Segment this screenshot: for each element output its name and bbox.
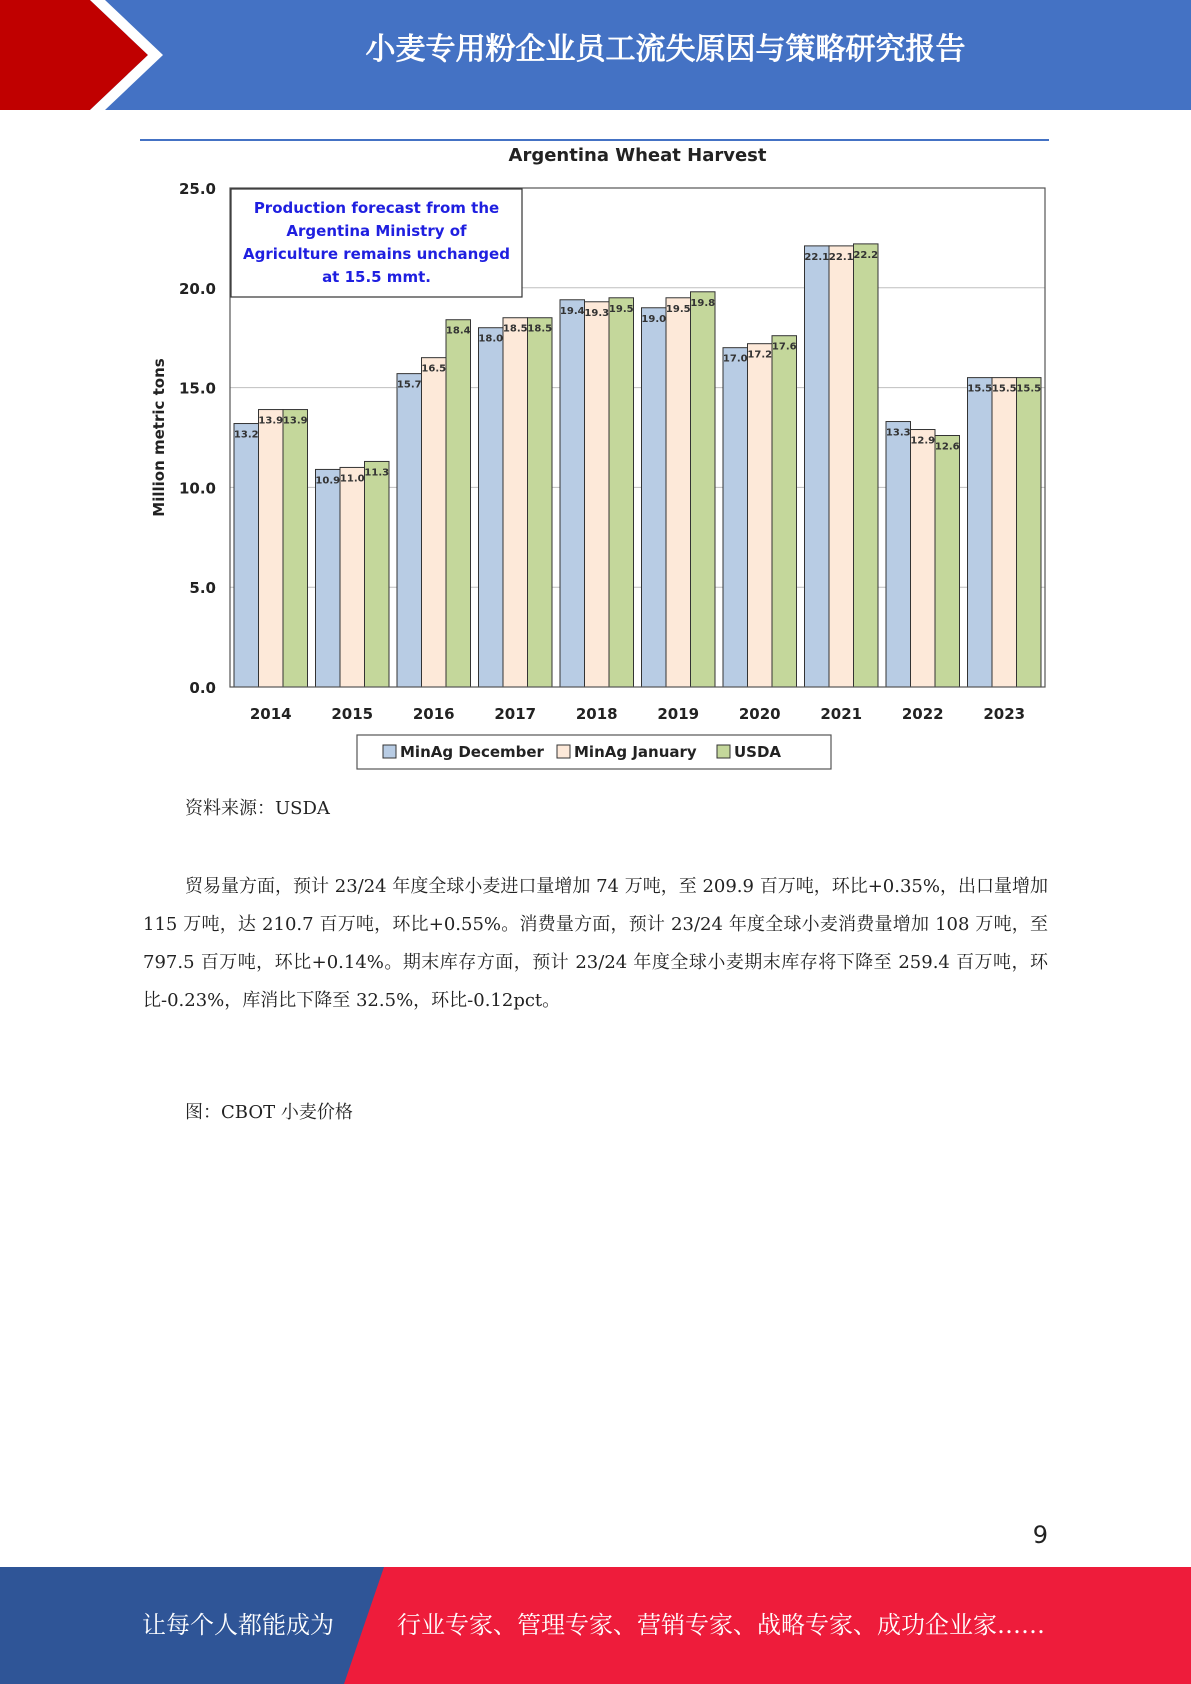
bar-data-label: 17.2 [747,349,773,361]
x-tick-label: 2019 [657,705,700,723]
bar [259,410,284,687]
y-axis-label: Million metric tons [150,358,168,517]
annotation-text: Argentina Ministry of [286,222,467,240]
bar-data-label: 17.6 [771,341,797,353]
bar-data-label: 10.9 [315,475,341,487]
x-tick-label: 2016 [412,705,455,723]
bar [968,378,993,687]
bar [772,336,797,687]
report-title: 小麦专用粉企业员工流失原因与策略研究报告 [365,32,966,67]
x-tick-label: 2021 [820,705,863,723]
x-tick-label: 2017 [494,705,537,723]
bar [585,302,610,687]
bar-data-label: 16.5 [421,363,447,375]
source-note: 资料来源：USDA [185,798,330,819]
x-tick-label: 2020 [738,705,781,723]
page-header [0,0,1191,110]
argentina-wheat-harvest-chart [140,141,1049,771]
bar-data-label: 11.3 [364,467,390,479]
bar-data-label: 19.4 [559,305,585,317]
bar-data-label: 13.9 [282,415,308,427]
bar-data-label: 15.7 [396,379,422,391]
bar-data-label: 22.2 [853,249,879,261]
bar [316,469,341,687]
bar [365,461,390,687]
bar [886,422,911,687]
bar-data-label: 18.5 [527,323,553,335]
bar-data-label: 19.8 [690,297,716,309]
bar-data-label: 13.3 [885,427,911,439]
page-number: 9 [1032,1521,1048,1549]
bar [992,378,1017,687]
x-tick-label: 2015 [331,705,374,723]
page-footer [0,1567,1191,1684]
bar [691,292,716,687]
bar-data-label: 18.5 [502,323,528,335]
bar-data-label: 11.0 [339,473,365,485]
y-tick-label: 10.0 [178,479,216,498]
bar-data-label: 12.6 [934,441,960,453]
bar-data-label: 19.5 [665,303,691,315]
y-tick-label: 20.0 [178,279,216,298]
y-tick-label: 5.0 [189,579,216,598]
figure-caption: 图：CBOT 小麦价格 [185,1102,353,1123]
bar-data-label: 19.0 [641,313,667,325]
legend-swatch [383,745,396,758]
bar-data-label: 22.1 [804,251,830,263]
annotation-text: at 15.5 mmt. [322,268,431,286]
bar [805,246,830,687]
legend-label: MinAg December [400,743,544,761]
bar-data-label: 12.9 [910,435,936,447]
bar [935,436,960,687]
bar-data-label: 18.4 [445,325,471,337]
bar-data-label: 15.5 [991,383,1017,395]
bar-data-label: 19.3 [584,307,610,319]
bar-data-label: 19.5 [608,303,634,315]
x-tick-label: 2022 [901,705,944,723]
legend-swatch [717,745,730,758]
body-paragraph: 贸易量方面，预计 23/24 年度全球小麦进口量增加 74 万吨，至 209.9 百万吨，环比+0.35%，出口量增加 115 万吨，达 210.7 百万吨，环比+0.55%。消费量方面，预计 23/24 年度全球小麦消费量增加 108 万吨，至 797.5 百万吨，环比+0.14%。期末库存方面，预计 23/24 年度全球小麦期末库存将下降至 259.4 百万吨，环比-0.23%，库消比下降至 32.5%，环比-0.12pct。 [143,876,1048,1011]
bar [854,244,879,687]
bar [479,328,504,687]
bar [911,430,936,687]
bar [234,424,259,687]
bar [560,300,585,687]
bar [397,374,422,687]
y-tick-label: 0.0 [189,679,216,697]
y-tick-label: 25.0 [178,180,216,198]
bar [1017,378,1042,687]
bar [723,348,748,687]
x-tick-label: 2018 [575,705,618,723]
annotation-text: Production forecast from the [253,199,500,217]
footer-slogan-left: 让每个人都能成为 [142,1611,334,1639]
footer-slogan-right: 行业专家、管理专家、营销专家、战略专家、成功企业家…… [397,1611,1045,1639]
bar [283,410,308,687]
bar [422,358,447,687]
bar-data-label: 18.0 [478,333,504,345]
y-tick-label: 15.0 [178,379,216,398]
bar [829,246,854,687]
bar [446,320,471,687]
bar [503,318,528,687]
chart-title: Argentina Wheat Harvest [508,145,767,166]
bar-data-label: 13.9 [258,415,284,427]
bar-data-label: 17.0 [722,353,748,365]
x-tick-label: 2014 [249,705,292,723]
bar-data-label: 15.5 [1016,383,1042,395]
bar-data-label: 13.2 [233,429,259,441]
legend-label: MinAg January [574,743,697,761]
bar-data-label: 22.1 [828,251,854,263]
bar [340,467,365,687]
legend-label: USDA [734,743,782,761]
legend-swatch [557,745,570,758]
annotation-text: Agriculture remains unchanged [243,245,510,263]
bar [666,298,691,687]
bar-data-label: 15.5 [967,383,993,395]
x-tick-label: 2023 [983,705,1026,723]
bar [528,318,553,687]
bar [609,298,634,687]
bar [642,308,667,687]
bar [748,344,773,687]
